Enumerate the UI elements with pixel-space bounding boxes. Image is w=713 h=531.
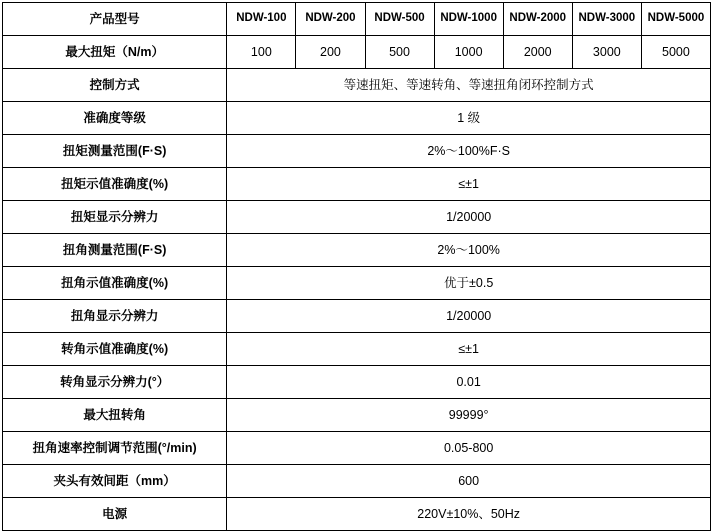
header-model-cell: NDW-2000 [503,3,572,36]
header-label-cell: 产品型号 [3,3,227,36]
table-row [3,366,711,399]
table-row [3,267,711,300]
row-value-cell: 2000 [503,36,572,69]
row-label-cell: 扭角速率控制调节范围(°/min) [3,432,227,465]
header-model-cell: NDW-200 [296,3,365,36]
row-value-cell: ≤±1 [227,168,711,201]
row-label-cell: 扭角示值准确度(%) [3,267,227,300]
row-label-cell: 准确度等级 [3,102,227,135]
row-label-cell: 扭矩测量范围(F·S) [3,135,227,168]
table-row [3,333,711,366]
table-body [3,3,711,531]
row-label-cell: 扭角测量范围(F·S) [3,234,227,267]
header-model-cell: NDW-100 [227,3,296,36]
table-row [3,399,711,432]
row-value-cell: 2%～100% [227,234,711,267]
table-row [3,69,711,102]
row-label-cell: 最大扭矩（N/m） [3,36,227,69]
table-row [3,498,711,531]
row-value-cell: 1000 [434,36,503,69]
row-label-cell: 夹头有效间距（mm） [3,465,227,498]
row-value-cell: 99999° [227,399,711,432]
table-row [3,135,711,168]
table-row [3,201,711,234]
row-label-cell: 扭角显示分辨力 [3,300,227,333]
row-label-cell: 扭矩显示分辨力 [3,201,227,234]
row-value-cell: 200 [296,36,365,69]
row-value-cell: 2%～100%F·S [227,135,711,168]
table-row [3,465,711,498]
row-label-cell: 转角示值准确度(%) [3,333,227,366]
specification-table [2,2,711,531]
row-value-cell: ≤±1 [227,333,711,366]
header-model-cell: NDW-1000 [434,3,503,36]
row-value-cell: 3000 [572,36,641,69]
row-value-cell: 220V±10%、50Hz [227,498,711,531]
row-value-cell: 1/20000 [227,201,711,234]
row-value-cell: 5000 [641,36,710,69]
header-model-cell: NDW-500 [365,3,434,36]
table-row [3,234,711,267]
table-row [3,168,711,201]
table-row [3,102,711,135]
row-label-cell: 转角显示分辨力(°） [3,366,227,399]
header-model-cell: NDW-5000 [641,3,710,36]
row-value-cell: 600 [227,465,711,498]
row-value-cell: 1 级 [227,102,711,135]
row-label-cell: 最大扭转角 [3,399,227,432]
row-value-cell: 0.01 [227,366,711,399]
table-row [3,432,711,465]
row-label-cell: 电源 [3,498,227,531]
row-label-cell: 扭矩示值准确度(%) [3,168,227,201]
row-value-cell: 等速扭矩、等速转角、等速扭角闭环控制方式 [227,69,711,102]
row-value-cell: 0.05-800 [227,432,711,465]
table-row [3,300,711,333]
row-value-cell: 500 [365,36,434,69]
row-value-cell: 1/20000 [227,300,711,333]
header-model-cell: NDW-3000 [572,3,641,36]
row-value-cell: 100 [227,36,296,69]
table-header-row [3,3,711,36]
table-row [3,36,711,69]
row-value-cell: 优于±0.5 [227,267,711,300]
row-label-cell: 控制方式 [3,69,227,102]
